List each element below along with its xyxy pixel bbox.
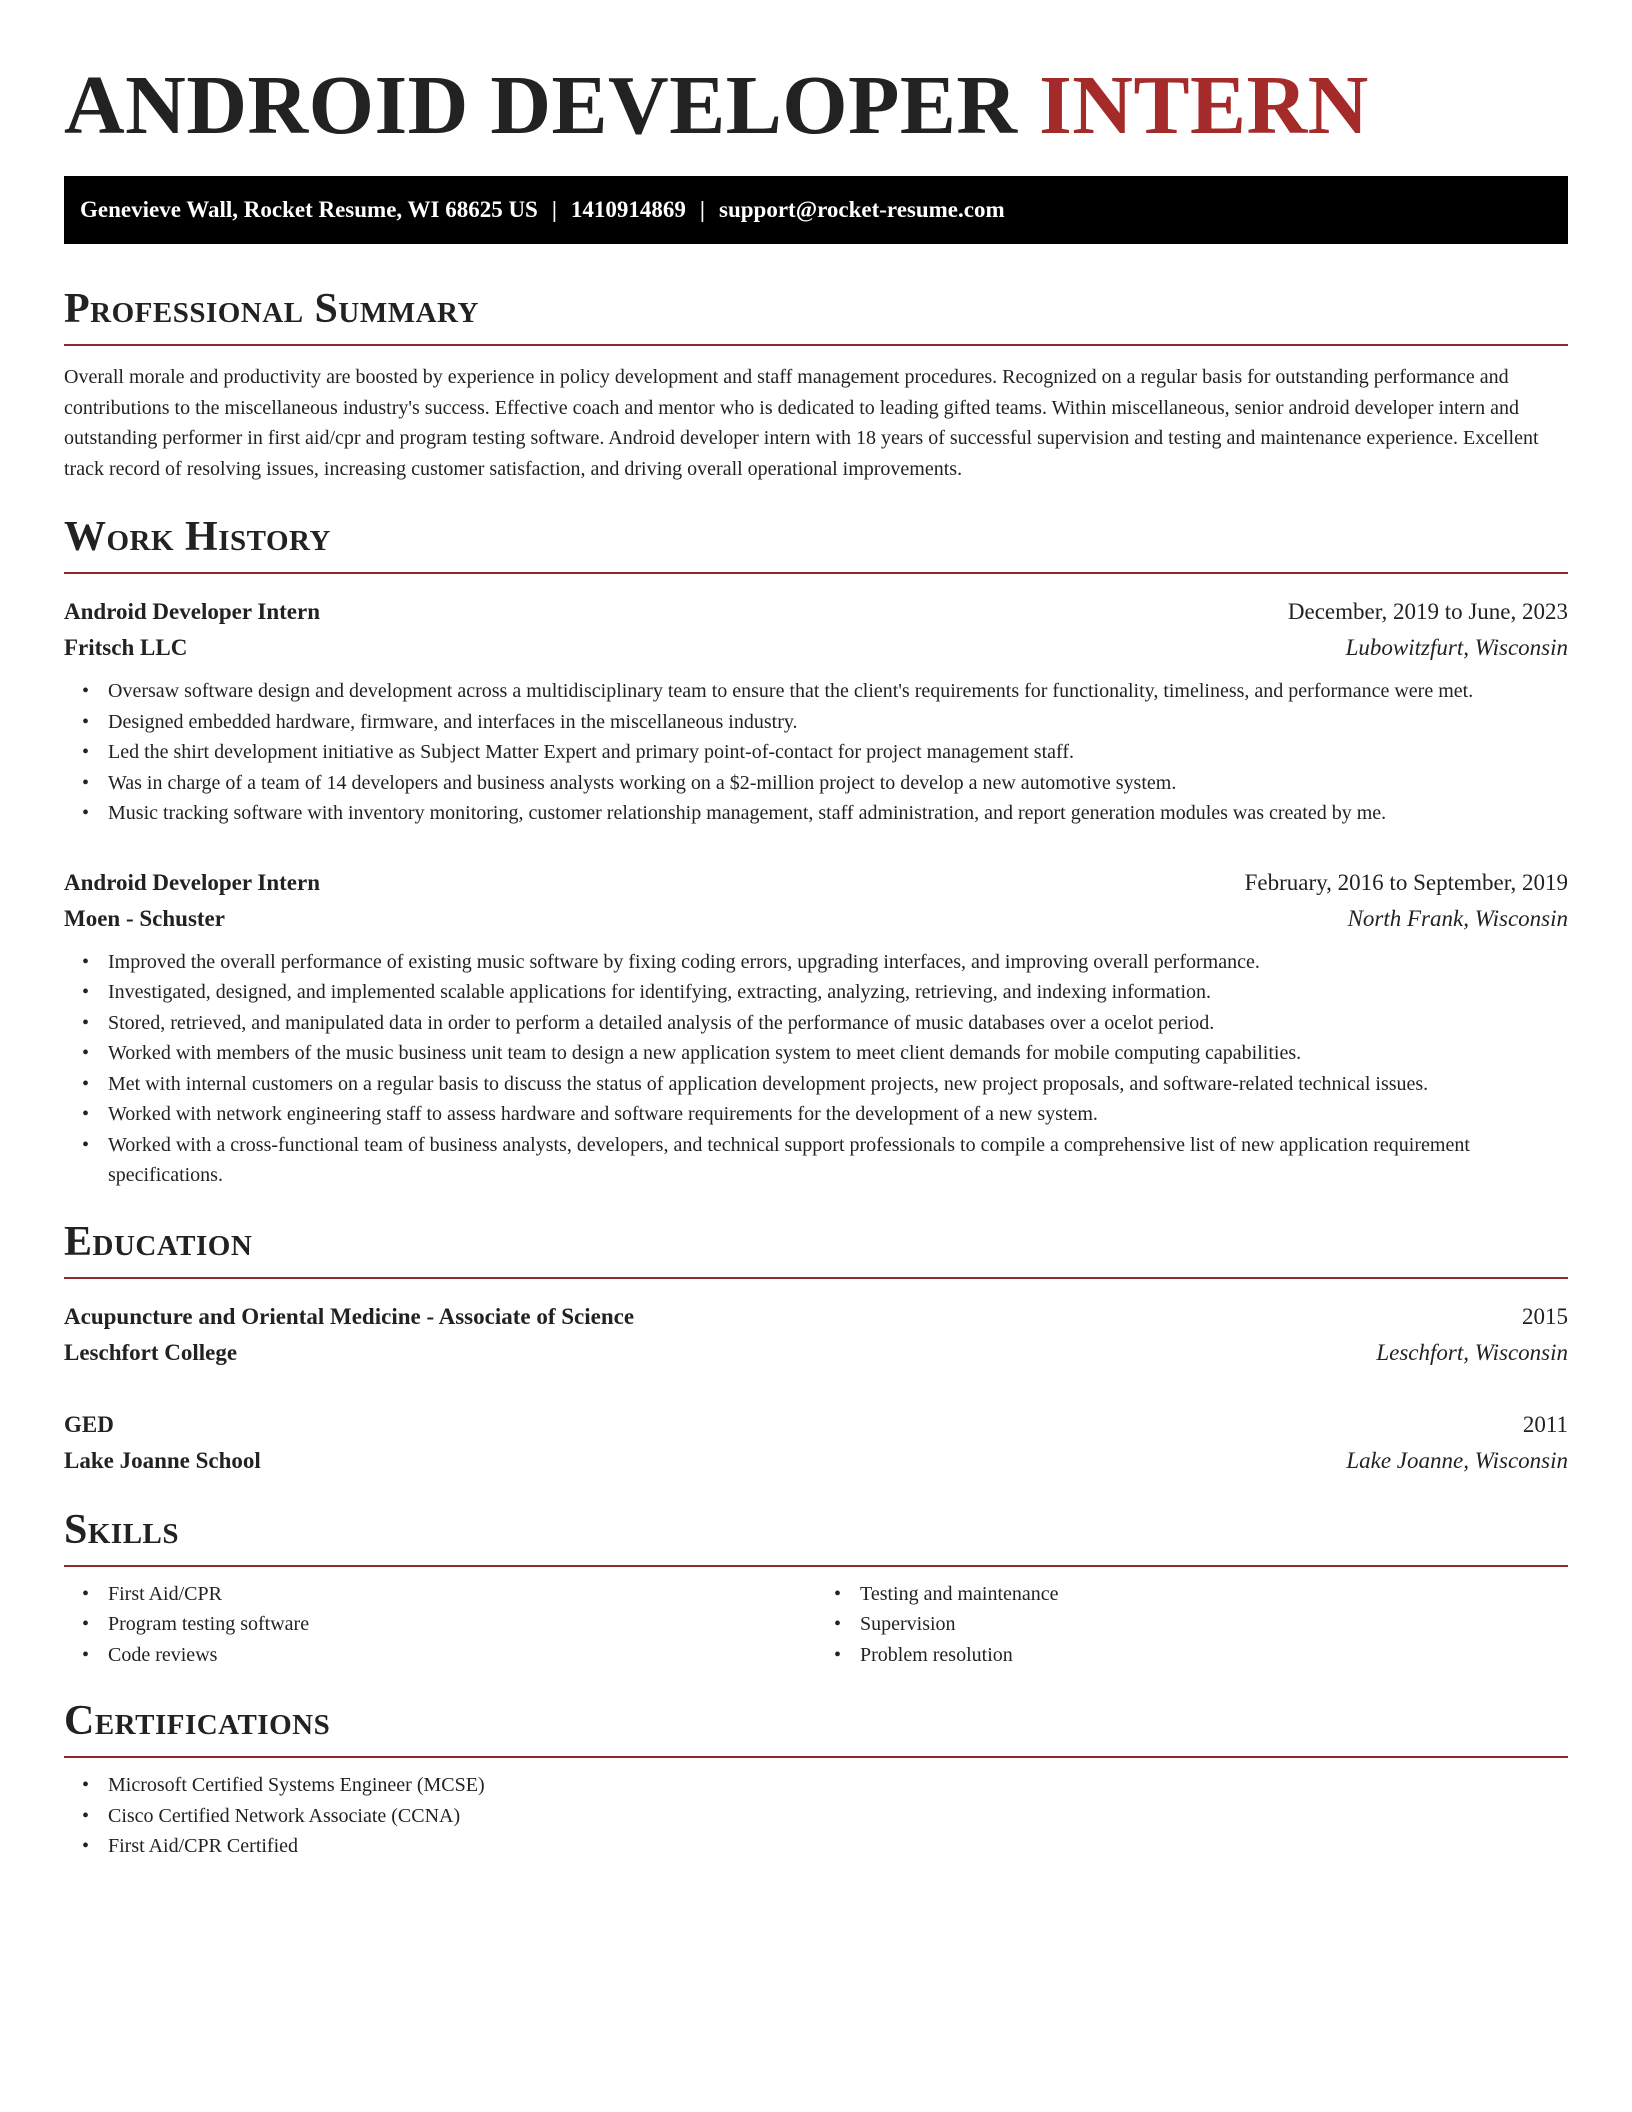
job-title: Android Developer Intern (64, 599, 320, 624)
skill-item: • First Aid/CPR (108, 1579, 816, 1610)
contact-address: Genevieve Wall, Rocket Resume, WI 68625 US (80, 197, 538, 222)
summary-heading: Professional Summary (64, 284, 1568, 346)
job-bullets (64, 676, 1568, 829)
job-bullet: • Stored, retrieved, and manipulated data in order to perform a detailed analysis of the performance of music databases over a ocelot period. (108, 1008, 1568, 1039)
job-bullet: • Designed embedded hardware, firmware, and interfaces in the miscellaneous industry. (108, 707, 1568, 738)
title-main: ANDROID DEVELOPER (64, 59, 1018, 152)
education-section (64, 1217, 1568, 1479)
job-location: Lubowitzfurt, Wisconsin (1345, 635, 1568, 660)
job-company-row (64, 901, 1568, 937)
work-history-heading: Work History (64, 512, 1568, 574)
education-location: Lake Joanne, Wisconsin (1346, 1447, 1568, 1473)
skills-section (64, 1505, 1568, 1671)
education-degree: Acupuncture and Oriental Medicine - Associate of Science (64, 1303, 635, 1329)
summary-section (64, 284, 1568, 484)
certification-item: • Microsoft Certified Systems Engineer (MCSE) (108, 1770, 1568, 1801)
education-school-row (64, 1335, 1568, 1371)
job-bullet: • Improved the overall performance of existing music software by fixing coding errors, upgrading interfaces, and improving overall performance. (108, 947, 1568, 978)
job-bullet: • Investigated, designed, and implemented scalable applications for identifying, extracting, analyzing, retrieving, and indexing information. (108, 977, 1568, 1008)
certification-item: • Cisco Certified Network Associate (CCNA) (108, 1801, 1568, 1832)
contact-phone: 1410914869 (570, 197, 686, 222)
job-company-row (64, 630, 1568, 666)
education-heading: Education (64, 1217, 1568, 1279)
education-location: Leschfort, Wisconsin (1376, 1339, 1568, 1365)
job-location: North Frank, Wisconsin (1347, 905, 1568, 931)
job-bullet: • Worked with members of the music business unit team to design a new application system to meet client demands for mobile computing capabilities. (108, 1038, 1568, 1069)
resume-page (64, 0, 1568, 1862)
skill-item: • Program testing software (108, 1609, 816, 1640)
job-bullet: • Music tracking software with inventory monitoring, customer relationship management, staff administration, and report generation modules was created by me. (108, 798, 1568, 829)
work-history-section (64, 512, 1568, 1191)
job-header-row (64, 594, 1568, 630)
education-year: 2011 (1522, 1411, 1568, 1437)
education-degree-row (64, 1407, 1568, 1443)
job-bullet: • Worked with a cross-functional team of business analysts, developers, and technical support professionals to compile a comprehensive list of new application requirement specifications. (108, 1130, 1568, 1191)
resume-title (64, 0, 1568, 156)
skills-grid (64, 1579, 1568, 1671)
job-entry (64, 865, 1568, 1191)
job-dates: December, 2019 to June, 2023 (1287, 599, 1568, 624)
education-entry (64, 1299, 1568, 1371)
certifications-section (64, 1696, 1568, 1862)
education-school-row (64, 1443, 1568, 1479)
job-title: Android Developer Intern (64, 869, 320, 895)
skill-item: • Supervision (860, 1609, 1568, 1640)
job-bullets (64, 947, 1568, 1191)
skills-list-left (64, 1579, 816, 1671)
skills-heading: Skills (64, 1505, 1568, 1567)
job-company: Fritsch LLC (64, 635, 188, 660)
job-company: Moen - Schuster (64, 905, 225, 931)
education-school: Lake Joanne School (64, 1447, 261, 1473)
education-degree: GED (64, 1411, 114, 1437)
contact-separator: | (551, 197, 557, 222)
skill-item: • Testing and maintenance (860, 1579, 1568, 1610)
summary-text: Overall morale and productivity are boosted by experience in policy development and staff management procedures. Recognized on a regular basis for outstanding performance and contributions to the miscellaneous industry's success. Effective coach and mentor who is dedicated to leading gifted teams. Within miscellaneous, senior android developer intern and outstanding performer in first aid/cpr and program testing software. Android developer intern with 18 years of successful supervision and testing and maintenance experience. Excellent track record of resolving issues, increasing customer satisfaction, and driving overall operational improvements. (64, 366, 1539, 480)
certifications-heading: Certifications (64, 1696, 1568, 1758)
job-entry (64, 594, 1568, 829)
job-bullet: • Met with internal customers on a regular basis to discuss the status of application development projects, new project proposals, and software-related technical issues. (108, 1069, 1568, 1100)
job-bullet: • Led the shirt development initiative as Subject Matter Expert and primary point-of-contact for project management staff. (108, 737, 1568, 768)
contact-separator: | (699, 197, 705, 222)
skill-item: • Code reviews (108, 1640, 816, 1671)
education-school: Leschfort College (64, 1339, 238, 1365)
education-degree-row (64, 1299, 1568, 1335)
contact-bar (64, 176, 1568, 244)
education-year: 2015 (1522, 1303, 1568, 1329)
skills-list-right (816, 1579, 1568, 1671)
job-header-row (64, 865, 1568, 901)
title-accent: INTERN (1039, 59, 1369, 152)
skill-item: • Problem resolution (860, 1640, 1568, 1671)
job-bullet: • Worked with network engineering staff to assess hardware and software requirements for the development of a new system. (108, 1099, 1568, 1130)
education-entry (64, 1407, 1568, 1479)
certifications-list (64, 1770, 1568, 1862)
job-dates: February, 2016 to September, 2019 (1244, 869, 1568, 895)
contact-email: support@rocket-resume.com (719, 197, 1005, 222)
job-bullet: • Oversaw software design and development across a multidisciplinary team to ensure that the client's requirements for functionality, timeliness, and performance were met. (108, 676, 1568, 707)
certification-item: • First Aid/CPR Certified (108, 1831, 1568, 1862)
job-bullet: • Was in charge of a team of 14 developers and business analysts working on a $2-million project to develop a new automotive system. (108, 768, 1568, 799)
